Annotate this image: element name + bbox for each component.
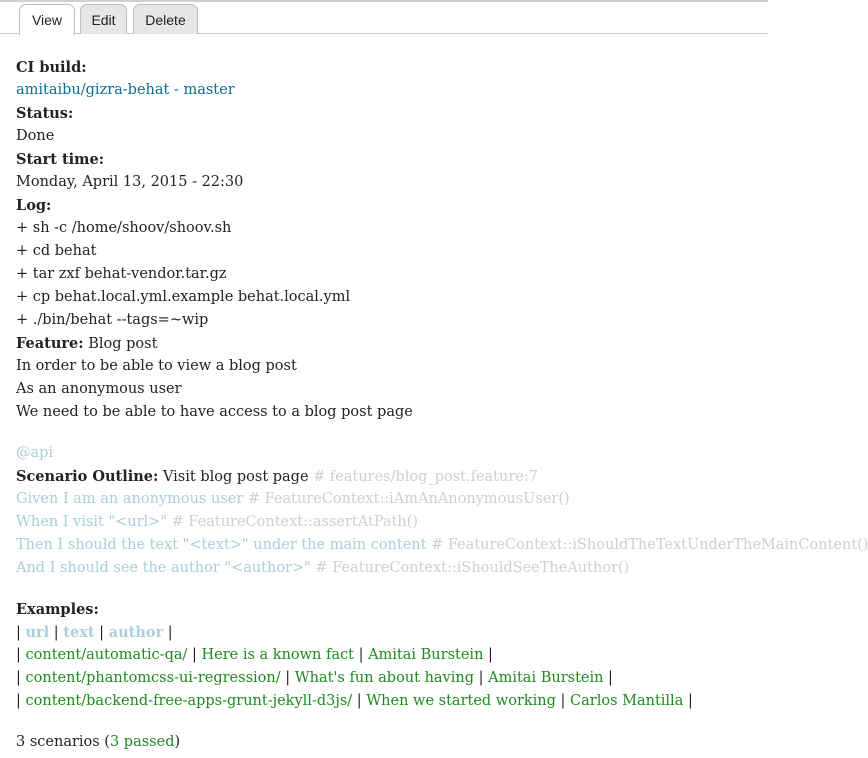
examples-cell: Here is a known fact bbox=[201, 647, 354, 663]
start-time-value: Monday, April 13, 2015 - 22:30 bbox=[16, 174, 244, 190]
ci-build-value bbox=[16, 79, 764, 102]
feature-label: Feature: bbox=[16, 335, 84, 352]
examples-cell: content/automatic-qa/ bbox=[25, 647, 188, 663]
tab-edit[interactable]: Edit bbox=[80, 4, 127, 34]
feature-description: In order to be able to view a blog post bbox=[16, 358, 297, 374]
step-text: Then I should the text "<text>" under the main content bbox=[16, 537, 427, 553]
examples-cell: Carlos Mantilla bbox=[570, 693, 684, 709]
spacer bbox=[16, 713, 764, 731]
tabs-bar bbox=[0, 0, 768, 34]
log-command: + tar zxf behat-vendor.tar.gz bbox=[16, 266, 227, 282]
examples-label: Examples: bbox=[16, 601, 99, 618]
examples-cell: content/phantomcss-ui-regression/ bbox=[25, 670, 281, 686]
log-output bbox=[16, 217, 868, 754]
examples-row: | content/backend-free-apps-grunt-jekyll-d3js/ | When we started working | Carlos Mantilla | bbox=[16, 693, 693, 709]
start-time-label: Start time: bbox=[16, 151, 105, 168]
spacer bbox=[16, 580, 764, 598]
examples-row: | content/phantomcss-ui-regression/ | What's fun about having | Amitai Burstein | bbox=[16, 670, 613, 686]
log-command: + cp behat.local.yml.example behat.local.yml bbox=[16, 289, 351, 305]
examples-row: | content/automatic-qa/ | Here is a known fact | Amitai Burstein | bbox=[16, 647, 493, 663]
ci-build-link[interactable]: amitaibu/gizra-behat - master bbox=[16, 82, 235, 98]
step-text: When I visit "<url>" bbox=[16, 514, 167, 530]
scenario-tag: @api bbox=[16, 445, 54, 461]
log-command: + ./bin/behat --tags=~wip bbox=[16, 312, 209, 328]
step-text: Given I am an anonymous user bbox=[16, 491, 244, 507]
scenario-name: Visit blog post page bbox=[162, 469, 309, 485]
examples-header-cell: url bbox=[25, 624, 50, 641]
scenario-comment: # features/blog_post.feature:7 bbox=[313, 469, 538, 485]
feature-line bbox=[16, 332, 764, 355]
examples-header: | url | text | author | bbox=[16, 624, 173, 641]
step-text: And I should see the author "<author>" bbox=[16, 560, 311, 576]
tab-view[interactable]: View bbox=[19, 4, 75, 35]
examples-header-cell: author bbox=[108, 624, 164, 641]
step-comment: # FeatureContext::iAmAnAnonymousUser() bbox=[247, 491, 570, 507]
log-command: + cd behat bbox=[16, 243, 97, 259]
ci-build-label: CI build: bbox=[16, 59, 87, 76]
summary-line: 3 scenarios (3 passed) bbox=[16, 734, 181, 750]
feature-name: Blog post bbox=[88, 336, 158, 352]
log-command: + sh -c /home/shoov/shoov.sh bbox=[16, 220, 232, 236]
step-comment: # FeatureContext::iShouldTheTextUnderTheMainContent() bbox=[431, 537, 868, 553]
examples-header-cell: text bbox=[63, 624, 95, 641]
step-comment: # FeatureContext::assertAtPath() bbox=[171, 514, 419, 530]
feature-description: We need to be able to have access to a blog post page bbox=[16, 404, 413, 420]
step-line bbox=[16, 534, 868, 557]
feature-description: As an anonymous user bbox=[16, 381, 182, 397]
examples-cell: content/backend-free-apps-grunt-jekyll-d3js/ bbox=[25, 693, 353, 709]
tab-delete[interactable]: Delete bbox=[133, 4, 198, 34]
build-details bbox=[16, 56, 868, 754]
status-label: Status: bbox=[16, 105, 74, 122]
examples-cell: What's fun about having bbox=[294, 670, 475, 686]
step-line bbox=[16, 557, 764, 580]
scenario-label: Scenario Outline: bbox=[16, 468, 159, 485]
spacer bbox=[16, 424, 764, 442]
examples-cell: When we started working bbox=[366, 693, 556, 709]
scenario-line bbox=[16, 465, 764, 488]
step-line bbox=[16, 488, 764, 511]
step-line bbox=[16, 511, 764, 534]
summary-passed: 3 passed bbox=[109, 734, 175, 750]
step-comment: # FeatureContext::iShouldSeeTheAuthor() bbox=[315, 560, 630, 576]
log-label: Log: bbox=[16, 197, 52, 214]
status-value: Done bbox=[16, 128, 55, 144]
examples-cell: Amitai Burstein bbox=[368, 647, 484, 663]
examples-cell: Amitai Burstein bbox=[488, 670, 604, 686]
